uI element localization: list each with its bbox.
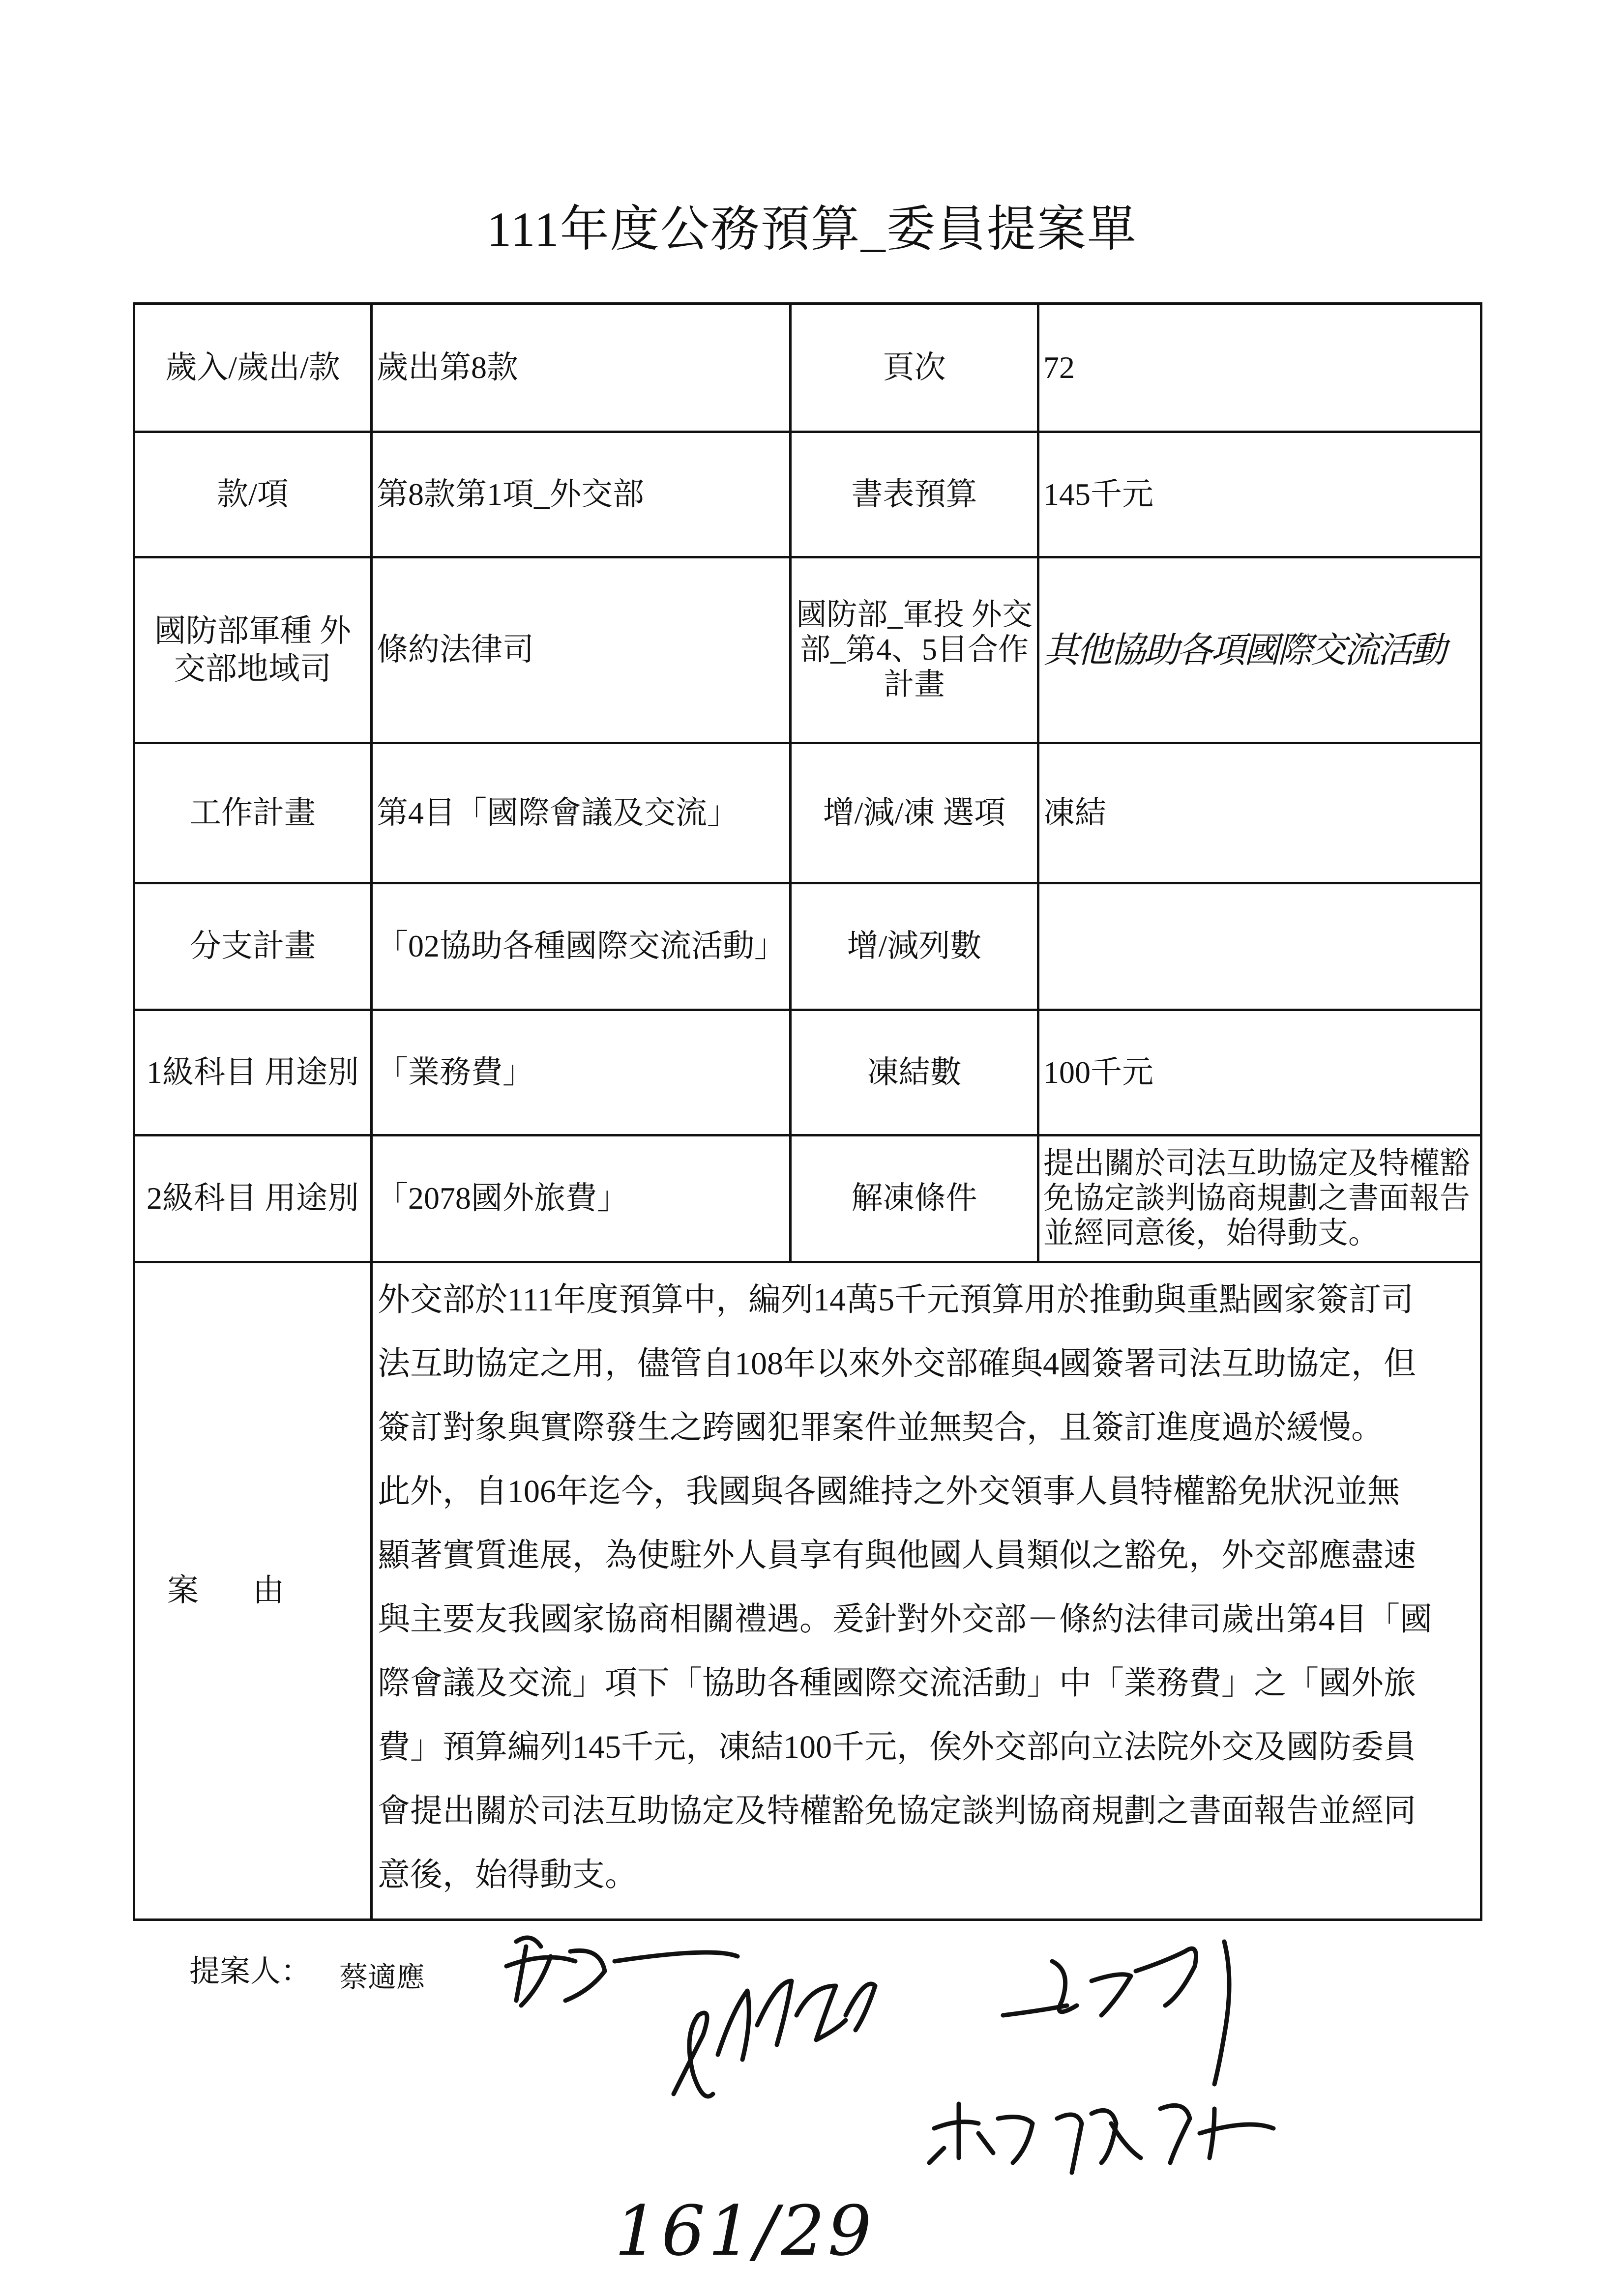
row-label: 歲入/歲出/款 [134, 304, 372, 432]
signature-1 [506, 1938, 738, 2005]
row-value: 第8款第1項_外交部 [372, 432, 791, 557]
handwritten-value: 其他協助各項國際交流活動 [1038, 557, 1481, 743]
row-value: 100千元 [1038, 1010, 1481, 1135]
row-value: 「業務費」 [372, 1010, 791, 1135]
row-value: 145千元 [1038, 432, 1481, 557]
signature-2 [674, 1981, 875, 2096]
row-label: 增/減列數 [791, 883, 1038, 1010]
reason-line: 意後，始得動支。 [378, 1857, 637, 1893]
row-label: 凍結數 [791, 1010, 1038, 1135]
reason-line: 顯著實質進展，為使駐外人員享有與他國人員類似之豁免，外交部應盡速 [378, 1538, 1416, 1573]
row-label: 增/減/凍 選項 [791, 743, 1038, 883]
reason-line: 會提出關於司法互助協定及特權豁免協定談判協商規劃之書面報告並經同 [378, 1793, 1416, 1829]
row-value: 「2078國外旅費」 [372, 1135, 791, 1262]
reason-line: 簽訂對象與實際發生之跨國犯罪案件並無契合，且簽訂進度過於緩慢。 [378, 1410, 1384, 1446]
row-value: 歲出第8款 [372, 304, 791, 432]
row-value: 凍結 [1038, 743, 1481, 883]
signature-4 [929, 2104, 1273, 2173]
row-value: 提出關於司法互助協定及特權豁免協定談判協商規劃之書面報告並經同意後，始得動支。 [1038, 1135, 1481, 1262]
row-label: 2級科目 用途別 [134, 1135, 372, 1262]
row-label: 國防部_軍投 外交部_第4、5目合作計畫 [791, 557, 1038, 743]
row-label: 國防部軍種 外交部地域司 [134, 557, 372, 743]
row-label: 工作計畫 [134, 743, 372, 883]
page-title: 111年度公務預算_委員提案單 [487, 202, 1137, 257]
row-value: 第4目「國際會議及交流」 [372, 743, 791, 883]
reason-line: 法互助協定之用，儘管自108年以來外交部確與4國簽署司法互助協定，但 [378, 1346, 1416, 1382]
reason-line: 與主要友我國家協商相關禮遇。爰針對外交部－條約法律司歲出第4目「國 [378, 1601, 1432, 1637]
row-label: 款/項 [134, 432, 372, 557]
row-value: 條約法律司 [372, 557, 791, 743]
proposer-label: 提案人： [189, 1955, 312, 1988]
row-label: 頁次 [791, 304, 1038, 432]
row-label: 書表預算 [791, 432, 1038, 557]
row-label: 分支計畫 [134, 883, 372, 1010]
reason-line: 際會議及交流」項下「協助各種國際交流活動」中「業務費」之「國外旅 [378, 1665, 1416, 1701]
row-label: 解凍條件 [791, 1135, 1038, 1262]
row-value: 72 [1038, 304, 1481, 432]
row-label: 1級科目 用途別 [134, 1010, 372, 1135]
reason-line: 此外，自106年迄今，我國與各國維持之外交領事人員特權豁免狀況並無 [378, 1474, 1400, 1510]
signature-3 [1003, 1942, 1229, 2084]
reason-line: 費」預算編列145千元，凍結100千元，俟外交部向立法院外交及國防委員 [378, 1729, 1416, 1765]
proposer-name: 蔡適應 [339, 1961, 425, 1993]
row-value: 「02協助各種國際交流活動」 [372, 883, 791, 1010]
reason-label: 案由 [134, 1262, 372, 1920]
page-mark: 161/29 [615, 2191, 875, 2271]
reason-line: 外交部於111年度預算中，編列14萬5千元預算用於推動與重點國家簽訂司 [378, 1282, 1414, 1318]
